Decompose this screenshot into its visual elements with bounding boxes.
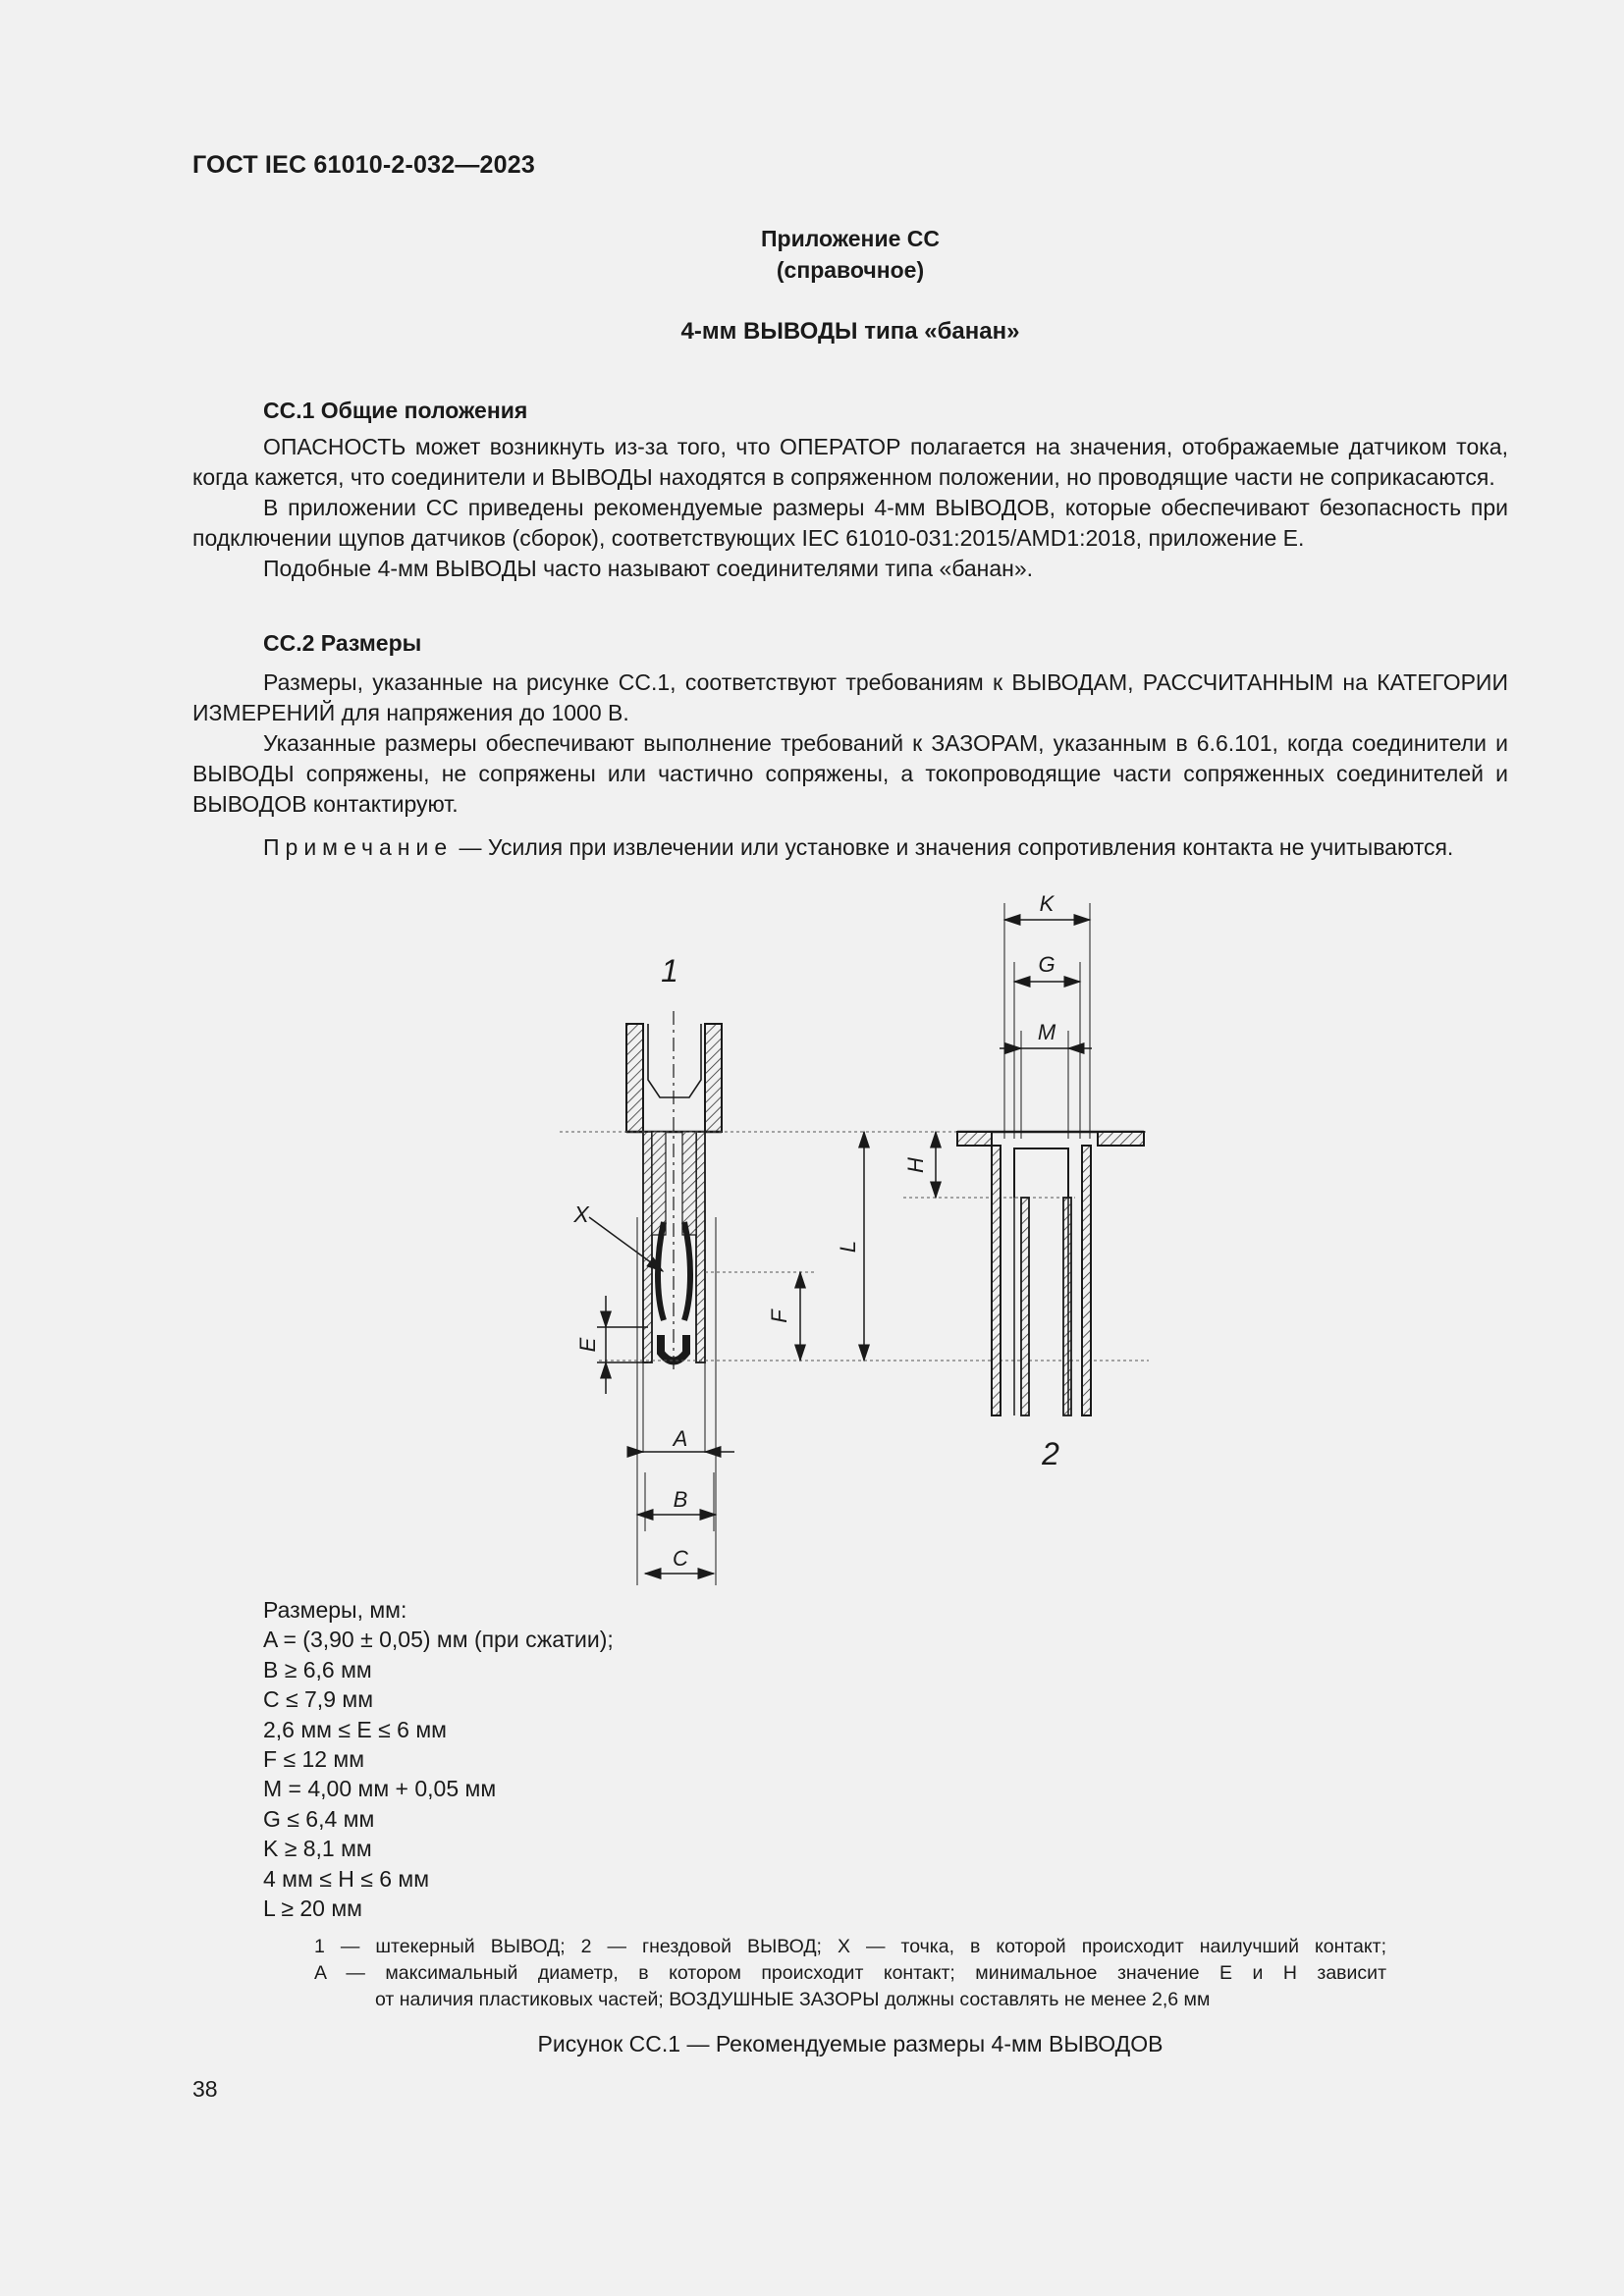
label-plug: 1 bbox=[661, 953, 678, 988]
label-x: X bbox=[573, 1201, 589, 1227]
note-text: — Усилия при извлечении или установке и значения сопротивления контакта не учитываются. bbox=[453, 834, 1454, 860]
label-m: M bbox=[1037, 1020, 1056, 1044]
dimension-item: F ≤ 12 мм bbox=[263, 1746, 365, 1773]
label-e: E bbox=[575, 1337, 600, 1353]
dimension-item: L ≥ 20 мм bbox=[263, 1896, 362, 1922]
plug-dimensions bbox=[589, 1132, 864, 1574]
figure-caption: Рисунок СС.1 — Рекомендуемые размеры 4-мм ВЫВОДОВ bbox=[537, 2031, 1164, 2056]
paragraph: Подобные 4-мм ВЫВОДЫ часто называют соединителями типа «банан». bbox=[263, 556, 1034, 581]
socket-terminal bbox=[957, 903, 1144, 1415]
figure-legend bbox=[314, 1934, 1386, 2013]
section-heading: СС.2 Размеры bbox=[263, 630, 422, 656]
paragraph: В приложении СС приведены рекомендуемые размеры 4-мм ВЫВОДОВ, которые обеспечивают безопасность при подключении щупов датчиков (сборок), соответствующих IEC 61010-031:2015/AMD1:2018, приложение Е. bbox=[192, 495, 1508, 551]
dimension-item: 2,6 мм ≤ E ≤ 6 мм bbox=[263, 1716, 447, 1742]
paragraph: Указанные размеры обеспечивают выполнение требований к ЗАЗОРАМ, указанным в 6.6.101, когда соединители и ВЫВОДЫ сопряжены, не сопряжены или частично сопряжены, а токопроводящие части сопряженных соединителей и ВЫВОДОВ контактируют. bbox=[192, 730, 1508, 817]
paragraph: ОПАСНОСТЬ может возникнуть из-за того, что ОПЕРАТОР полагается на значения, отображаемые датчиком тока, когда кажется, что соединители и ВЫВОДЫ находятся в сопряженном положении, но проводящие части не соприкасаются. bbox=[192, 434, 1508, 490]
note-label: Примечание bbox=[263, 834, 454, 860]
annex-title: Приложение СС bbox=[760, 226, 940, 251]
standard-header: ГОСТ IEC 61010-2-032—2023 bbox=[192, 151, 535, 179]
label-b: B bbox=[673, 1487, 688, 1512]
paragraph: Размеры, указанные на рисунке СС.1, соответствуют требованиям к ВЫВОДАМ, РАССЧИТАННЫМ на КАТЕГОРИИ ИЗМЕРЕНИЙ для напряжения до 1000 В. bbox=[192, 669, 1508, 725]
legend-line: от наличия пластиковых частей; ВОЗДУШНЫЕ ЗАЗОРЫ должны составлять не менее 2,6 мм bbox=[375, 1989, 1211, 2010]
dimensions-list bbox=[263, 1595, 614, 1923]
label-socket: 2 bbox=[1042, 1436, 1059, 1471]
label-c: C bbox=[673, 1546, 688, 1571]
legend-line: 1 — штекерный ВЫВОД; 2 — гнездовой ВЫВОД; X — точка, в которой происходит наилучший контакт; bbox=[314, 1936, 1386, 1957]
dimension-item: A = (3,90 ± 0,05) мм (при сжатии); bbox=[263, 1627, 614, 1653]
label-h: H bbox=[903, 1157, 928, 1173]
dimension-item: C ≤ 7,9 мм bbox=[263, 1686, 374, 1713]
annex-heading: 4-мм ВЫВОДЫ типа «банан» bbox=[680, 318, 1020, 345]
label-g: G bbox=[1038, 952, 1056, 977]
label-k: K bbox=[1039, 891, 1055, 916]
legend-line: A — максимальный диаметр, в котором происходит контакт; минимальное значение E и H зависит bbox=[314, 1962, 1386, 1984]
dimension-item: G ≤ 6,4 мм bbox=[263, 1805, 375, 1832]
dimension-item: K ≥ 8,1 мм bbox=[263, 1836, 372, 1862]
dimension-item: 4 мм ≤ H ≤ 6 мм bbox=[263, 1865, 430, 1892]
dimension-item: M = 4,00 мм + 0,05 мм bbox=[263, 1776, 497, 1802]
label-f: F bbox=[767, 1309, 791, 1323]
dimensions-title: Размеры, мм: bbox=[263, 1597, 407, 1623]
dimension-item: B ≥ 6,6 мм bbox=[263, 1656, 372, 1682]
page-number: 38 bbox=[192, 2076, 218, 2102]
annex-status: (справочное) bbox=[776, 257, 925, 283]
section-heading: СС.1 Общие положения bbox=[263, 398, 528, 423]
label-a: A bbox=[673, 1426, 688, 1451]
label-l: L bbox=[836, 1240, 860, 1254]
